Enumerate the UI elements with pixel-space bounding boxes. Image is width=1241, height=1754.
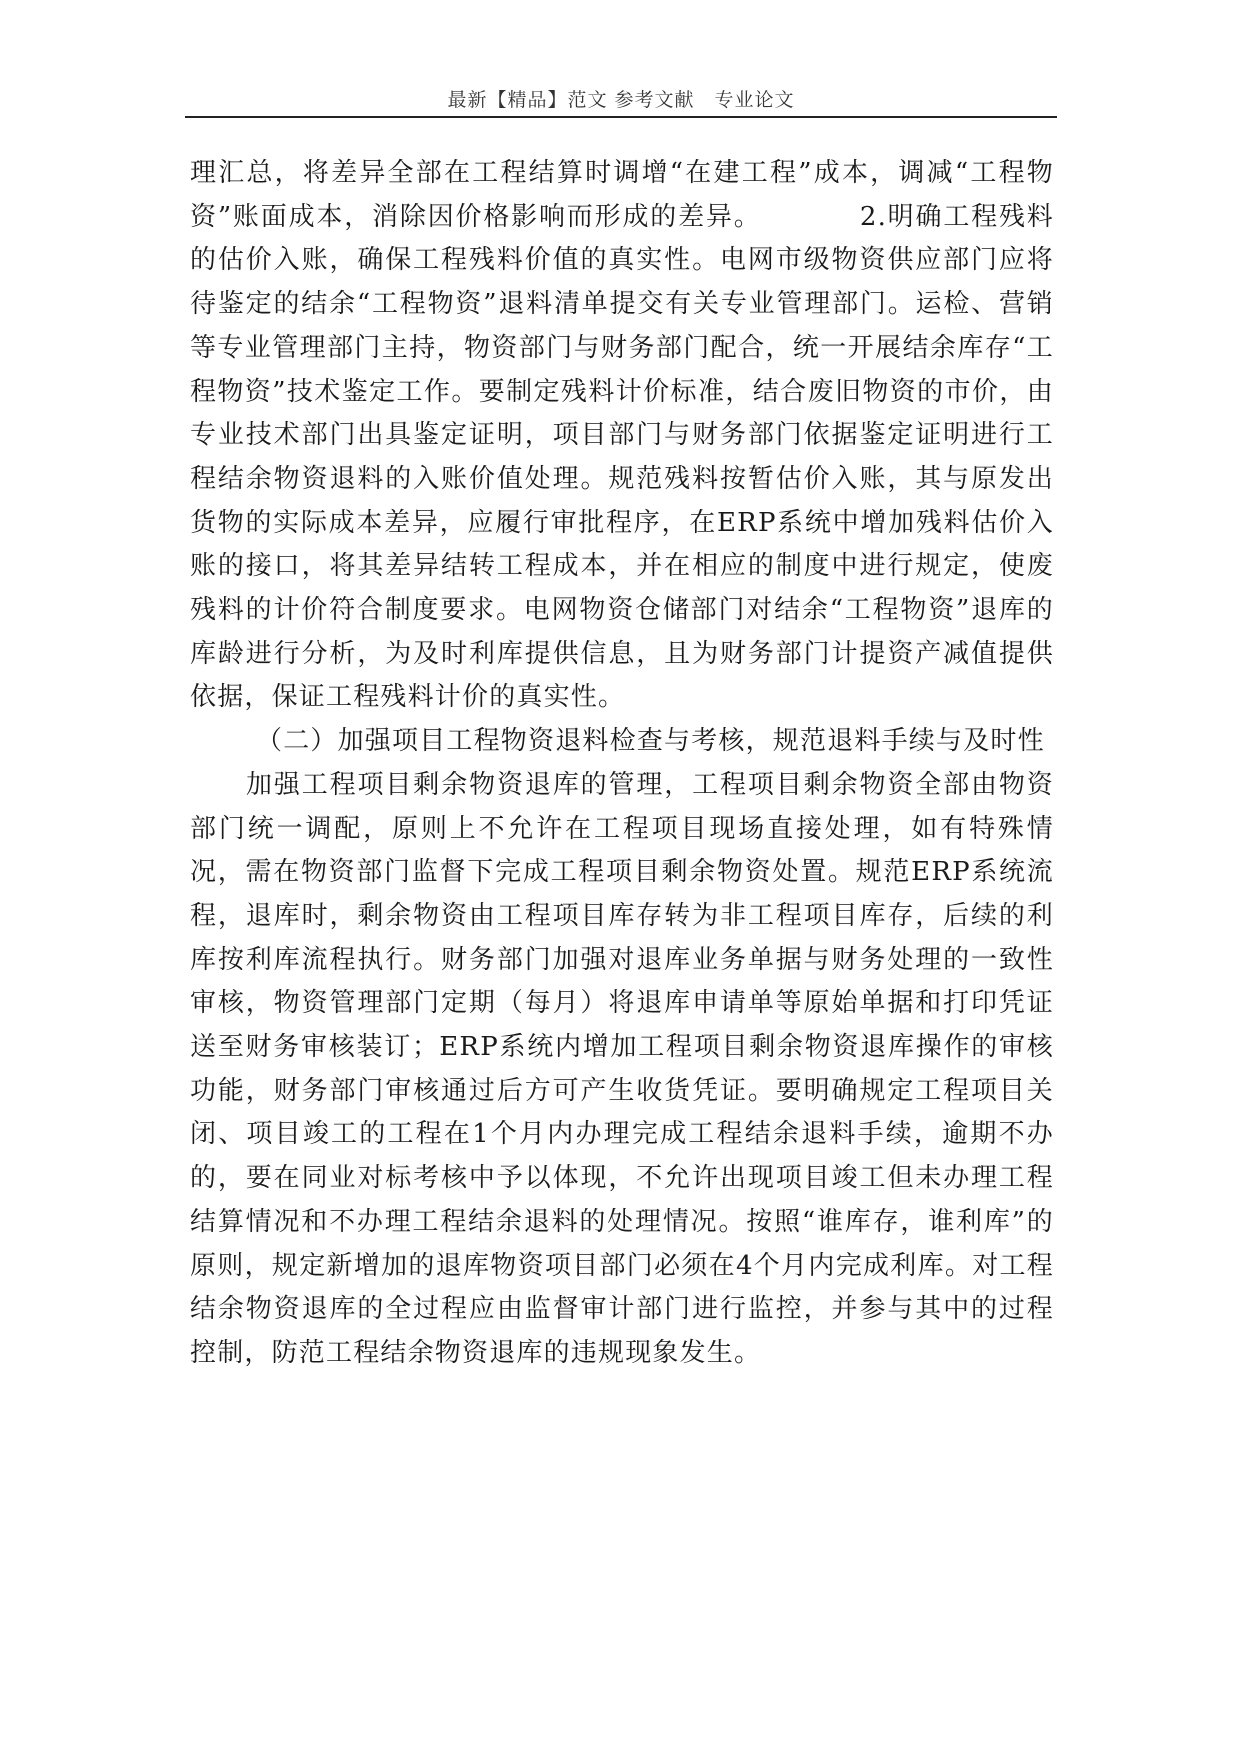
body-paragraph: 理汇总，将差异全部在工程结算时调增“在建工程”成本，调减“工程物资”账面成本，消除因价格影响而形成的差异。 2.明确工程残料的估价入账，确保工程残料价值的真实性。电网市级物资供应部门应将待鉴定的结余“工程物资”退料清单提交有关专业管理部门。运检、营销等专业管理部门主持，物资部门与财务部门配合，统一开展结余库存“工程物资”技术鉴定工作。要制定残料计价标准，结合废旧物资的市价，由专业技术部门出具鉴定证明，项目部门与财务部门依据鉴定证明进行工程结余物资退料的入账价值处理。规范残料按暂估价入账，其与原发出货物的实际成本差异，应履行审批程序，在ERP系统中增加残料估价入账的接口，将其差异结转工程成本，并在相应的制度中进行规定，使废残料的计价符合制度要求。电网物资仓储部门对结余“工程物资”退库的库龄进行分析，为及时利库提供信息，且为财务部门计提资产减值提供依据，保证工程残料计价的真实性。	[190, 158, 1054, 713]
document-body	[190, 152, 1054, 1376]
header-divider	[185, 116, 1057, 118]
section-heading: （二）加强项目工程物资退料检查与考核，规范退料手续与及时性	[256, 726, 1045, 757]
page-header: 最新【精品】范文 参考文献 专业论文	[447, 89, 795, 111]
body-paragraph: 加强工程项目剩余物资退库的管理，工程项目剩余物资全部由物资部门统一调配，原则上不允许在工程项目现场直接处理，如有特殊情况，需在物资部门监督下完成工程项目剩余物资处置。规范ERP系统流程，退库时，剩余物资由工程项目库存转为非工程项目库存，后续的利库按利库流程执行。财务部门加强对退库业务单据与财务处理的一致性审核，物资管理部门定期（每月）将退库申请单等原始单据和打印凭证送至财务审核装订；ERP系统内增加工程项目剩余物资退库操作的审核功能，财务部门审核通过后方可产生收货凭证。要明确规定工程项目关闭、项目竣工的工程在1个月内办理完成工程结余退料手续，逾期不办的，要在同业对标考核中予以体现，不允许出现项目竣工但未办理工程结算情况和不办理工程结余退料的处理情况。按照“谁库存，谁利库”的原则，规定新增加的退库物资项目部门必须在4个月内完成利库。对工程结余物资退库的全过程应由监督审计部门进行监控，并参与其中的过程控制，防范工程结余物资退库的违规现象发生。	[190, 769, 1054, 1368]
